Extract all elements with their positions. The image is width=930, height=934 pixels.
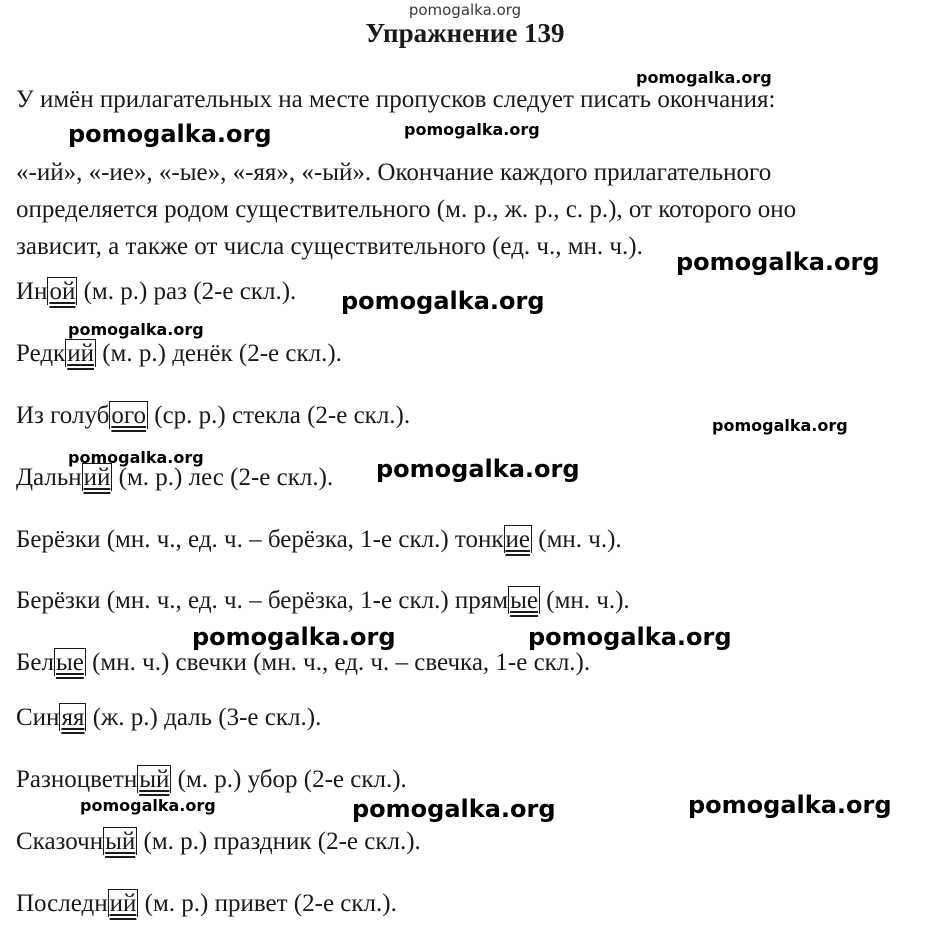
answer-line-10 (16, 828, 421, 856)
exercise-title: Упражнение 139 (365, 18, 565, 48)
line-rest: (ж. р.) даль (3-е скл.). (86, 704, 322, 731)
word-ending: ие (505, 526, 530, 553)
line-rest: (м. р.) лес (2-е скл.). (112, 464, 334, 491)
line-rest: (мн. ч.). (532, 526, 622, 553)
intro-line-4: зависит, а также от числа существительного (ед. ч., мн. ч.). (16, 233, 643, 260)
watermark-text: pomogalka.org (676, 248, 880, 276)
line-rest: (мн. ч.). (540, 587, 630, 614)
watermark-text: pomogalka.org (68, 448, 204, 467)
word-ending: ый (105, 828, 136, 855)
word-ending: ий (109, 890, 137, 917)
word-stem: Син (16, 704, 60, 731)
line-rest: (м. р.) праздник (2-е скл.). (137, 828, 421, 855)
line-rest: (м. р.) денёк (2-е скл.). (95, 340, 342, 367)
line-rest: (м. р.) убор (2-е скл.). (171, 766, 407, 793)
word-ending: ий (83, 464, 111, 491)
intro-line-3: определяется родом существительного (м. р., ж. р., с. р.), от которого оно (16, 196, 797, 223)
word-ending: ые (55, 649, 84, 676)
watermark-text: pomogalka.org (80, 796, 216, 815)
answer-line-9 (16, 766, 407, 794)
watermark-text: pomogalka.org (352, 795, 556, 823)
site-header-watermark: pomogalka.org (408, 1, 522, 19)
answer-line-1 (16, 278, 296, 306)
intro-line-2: «-ий», «-ие», «-ые», «-яя», «-ый». Окончание каждого прилагательного (16, 159, 772, 186)
word-stem: Сказочн (16, 828, 104, 855)
word-stem: Последн (16, 890, 108, 917)
word-ending: ий (67, 340, 94, 367)
word-stem: Дальн (16, 464, 82, 491)
exercise-intro (16, 81, 928, 265)
answer-line-7 (16, 649, 590, 677)
line-rest: (м. р.) привет (2-е скл.). (138, 890, 397, 917)
word-ending: ого (111, 402, 146, 429)
line-rest: (м. р.) раз (2-е скл.). (77, 278, 297, 305)
watermark-text: pomogalka.org (376, 455, 580, 483)
watermark-text: pomogalka.org (528, 623, 732, 651)
answer-line-4 (16, 464, 333, 492)
word-ending: ые (510, 587, 538, 614)
word-ending: ой (49, 278, 76, 305)
answer-line-11 (16, 890, 397, 918)
intro-line-1: У имён прилагательных на месте пропусков следует писать окончания: (16, 86, 776, 113)
watermark-text: pomogalka.org (636, 68, 772, 87)
watermark-text: pomogalka.org (712, 416, 848, 435)
answer-line-5 (16, 526, 622, 554)
word-stem: Из голуб (16, 402, 110, 429)
line-rest: (мн. ч.) свечки (мн. ч., ед. ч. – свечка, 1-е скл.). (85, 649, 591, 676)
word-stem: Ин (16, 278, 48, 305)
answer-line-6 (16, 587, 630, 615)
word-stem: Редк (16, 340, 66, 367)
word-ending: ый (139, 766, 170, 793)
word-stem: Разноцветн (16, 766, 138, 793)
watermark-text: pomogalka.org (68, 120, 272, 148)
answer-line-8 (16, 704, 321, 732)
line-rest: (ср. р.) стекла (2-е скл.). (148, 402, 411, 429)
watermark-text: pomogalka.org (688, 791, 892, 819)
watermark-text: pomogalka.org (341, 287, 545, 315)
line-prefix: Берёзки (мн. ч., ед. ч. – берёзка, 1-е скл.) тонк (16, 526, 504, 553)
answer-line-2 (16, 340, 342, 368)
watermark-text: pomogalka.org (68, 320, 204, 339)
word-ending: яя (61, 704, 85, 731)
watermark-text: pomogalka.org (192, 623, 396, 651)
word-stem: Бел (16, 649, 54, 676)
answer-line-3 (16, 402, 410, 430)
watermark-text: pomogalka.org (404, 120, 540, 139)
line-prefix: Берёзки (мн. ч., ед. ч. – берёзка, 1-е скл.) прям (16, 587, 509, 614)
